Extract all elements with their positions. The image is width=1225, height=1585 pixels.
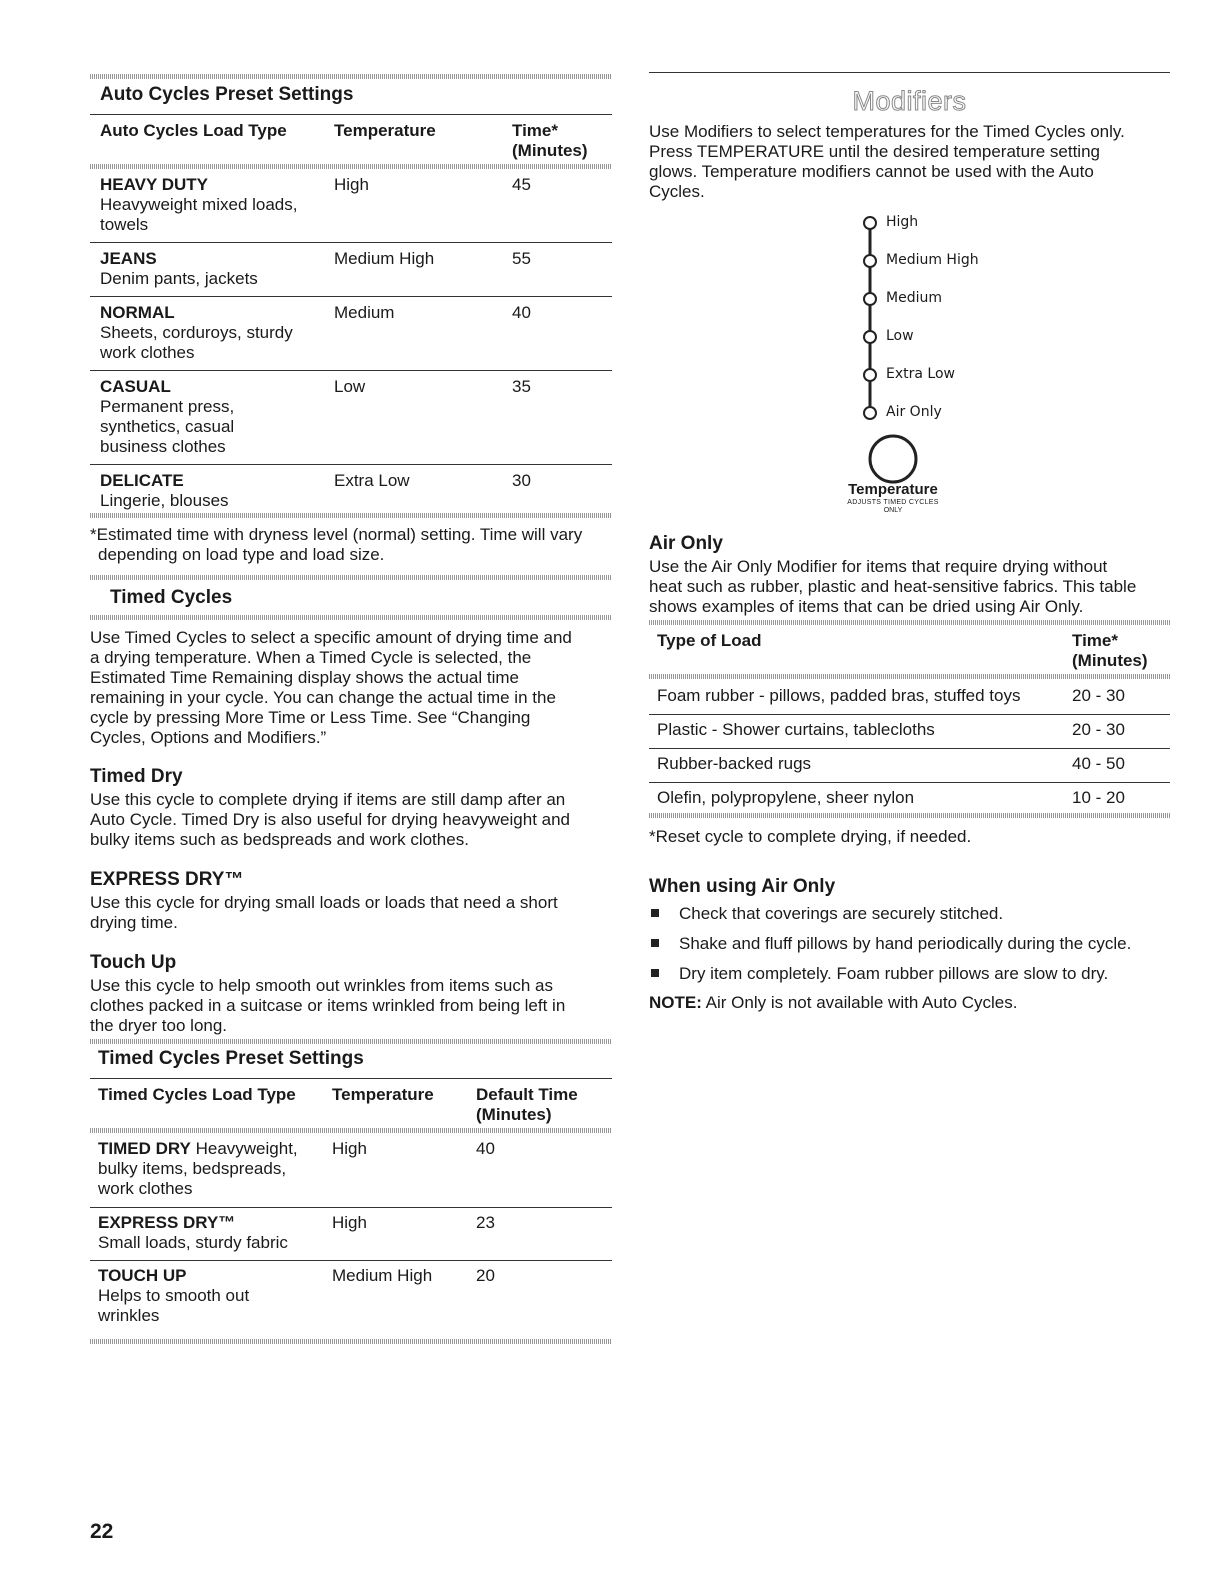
timed-header-temperature: Temperature bbox=[332, 1085, 434, 1104]
row-desc: Permanent press, bbox=[100, 397, 235, 416]
page-number: 22 bbox=[90, 1520, 114, 1543]
row-desc: bulky items, bedspreads, bbox=[98, 1159, 287, 1178]
air-header-minutes: (Minutes) bbox=[1072, 651, 1148, 670]
express-dry-text: Use this cycle for drying small loads or loads that need a short drying time. bbox=[90, 893, 558, 932]
row-time: 35 bbox=[512, 377, 531, 396]
row-desc: Heavyweight mixed loads, bbox=[100, 195, 298, 214]
row-time: 40 bbox=[512, 303, 531, 322]
row-load-type: CASUAL bbox=[100, 377, 171, 396]
temperature-setting-high: High bbox=[886, 214, 919, 230]
air-only-note: NOTE: Air Only is not available with Auto Cycles. bbox=[649, 993, 1018, 1012]
timed-table-title: Timed Cycles Preset Settings bbox=[98, 1048, 364, 1069]
row-load: Plastic - Shower curtains, tablecloths bbox=[657, 720, 935, 739]
row-load-type: DELICATE bbox=[100, 471, 184, 490]
express-dry-heading: EXPRESS DRY™ bbox=[90, 869, 244, 890]
row-time: 23 bbox=[476, 1213, 495, 1232]
bullet-icon bbox=[651, 909, 659, 917]
timed-dry-heading: Timed Dry bbox=[90, 766, 183, 787]
row-desc: towels bbox=[100, 215, 149, 234]
row-load-type: HEAVY DUTY bbox=[100, 175, 209, 194]
auto-table-title: Auto Cycles Preset Settings bbox=[100, 84, 354, 105]
row-load-type: NORMAL bbox=[100, 303, 175, 322]
list-item: Check that coverings are securely stitched. bbox=[651, 904, 1003, 924]
air-header-time: Time* bbox=[1072, 631, 1118, 650]
air-header-type-of-load: Type of Load bbox=[657, 631, 762, 650]
row-time: 20 - 30 bbox=[1072, 686, 1125, 705]
auto-header-load-type: Auto Cycles Load Type bbox=[100, 121, 287, 140]
temperature-setting-medium-high: Medium High bbox=[886, 252, 979, 268]
temperature-setting-medium: Medium bbox=[886, 290, 942, 306]
row-time: 45 bbox=[512, 175, 531, 194]
row-time: 40 - 50 bbox=[1072, 754, 1125, 773]
air-only-heading: Air Only bbox=[649, 533, 723, 554]
list-item: Dry item completely. Foam rubber pillows are slow to dry. bbox=[651, 964, 1108, 984]
row-temperature: Medium bbox=[334, 303, 395, 322]
when-using-heading: When using Air Only bbox=[649, 876, 836, 897]
bullet-icon bbox=[651, 939, 659, 947]
temperature-setting-extra-low: Extra Low bbox=[886, 366, 955, 382]
row-temperature: High bbox=[332, 1139, 367, 1158]
modifiers-title: Modifiers bbox=[852, 86, 967, 116]
row-desc: work clothes bbox=[100, 343, 195, 362]
row-desc: Sheets, corduroys, sturdy bbox=[100, 323, 293, 342]
row-desc: business clothes bbox=[100, 437, 226, 456]
auto-table-footnote: *Estimated time with dryness level (normal) setting. Time will vary bbox=[90, 525, 583, 544]
timed-cycles-paragraph: Use Timed Cycles to select a specific amount of drying time and a drying temperature. When a Timed Cycle is selected, the Estimated Time Remaining display shows the actual time remaining in your cycle. You can change the actual time in the cycle by pressing More Time or Less Time. See “Changing Cycles, Options and Modifiers.” bbox=[90, 628, 572, 747]
row-desc: Lingerie, blouses bbox=[100, 491, 229, 510]
timed-header-load-type: Timed Cycles Load Type bbox=[98, 1085, 296, 1104]
row-load-type: TOUCH UP bbox=[98, 1266, 187, 1285]
row-time: 30 bbox=[512, 471, 531, 490]
row-time: 10 - 20 bbox=[1072, 788, 1125, 807]
row-temperature: High bbox=[334, 175, 369, 194]
row-temperature: Low bbox=[334, 377, 366, 396]
row-desc: Small loads, sturdy fabric bbox=[98, 1233, 288, 1252]
timed-dry-text: Use this cycle to complete drying if items are still damp after an Auto Cycle. Timed Dry is also useful for drying heavyweight and bulky items such as bedspreads and work clothes. bbox=[90, 790, 571, 849]
bullet-icon bbox=[651, 969, 659, 977]
row-temperature: Extra Low bbox=[334, 471, 410, 490]
auto-header-temperature: Temperature bbox=[334, 121, 436, 140]
timed-cycles-title: Timed Cycles bbox=[110, 587, 233, 608]
timed-header-minutes: (Minutes) bbox=[476, 1105, 552, 1124]
modifiers-paragraph: Use Modifiers to select temperatures for the Timed Cycles only. Press TEMPERATURE until the desired temperature setting glows. Temperature modifiers cannot be used with the Auto Cycles. bbox=[649, 122, 1125, 201]
row-desc: work clothes bbox=[98, 1179, 193, 1198]
row-load: Rubber-backed rugs bbox=[657, 754, 812, 773]
temperature-setting-air-only: Air Only bbox=[886, 404, 942, 420]
row-desc: Denim pants, jackets bbox=[100, 269, 258, 288]
temperature-button-icon bbox=[866, 432, 920, 486]
row-desc: Helps to smooth out bbox=[98, 1286, 250, 1305]
timed-header-default-time: Default Time bbox=[476, 1085, 578, 1104]
auto-header-minutes: (Minutes) bbox=[512, 141, 588, 160]
row-load: Foam rubber - pillows, padded bras, stuffed toys bbox=[657, 686, 1021, 705]
row-load-type: JEANS bbox=[100, 249, 157, 268]
list-item: Shake and fluff pillows by hand periodically during the cycle. bbox=[651, 934, 1131, 954]
row-time: 20 bbox=[476, 1266, 495, 1285]
temperature-led-column bbox=[860, 213, 880, 423]
auto-table-footnote-cont: depending on load type and load size. bbox=[98, 545, 385, 564]
row-load: Olefin, polypropylene, sheer nylon bbox=[657, 788, 915, 807]
air-only-footnote: *Reset cycle to complete drying, if needed. bbox=[649, 827, 972, 846]
row-temperature: Medium High bbox=[332, 1266, 433, 1285]
temperature-setting-low: Low bbox=[886, 328, 914, 344]
row-load-type: EXPRESS DRY™ bbox=[98, 1213, 236, 1232]
row-temperature: High bbox=[332, 1213, 367, 1232]
row-time: 20 - 30 bbox=[1072, 720, 1125, 739]
row-temperature: Medium High bbox=[334, 249, 435, 268]
row-time: 55 bbox=[512, 249, 531, 268]
air-only-paragraph: Use the Air Only Modifier for items that require drying without heat such as rubber, plastic and heat-sensitive fabrics. This table shows examples of items that can be dried using Air Only. bbox=[649, 557, 1137, 616]
row-load-type: TIMED DRY Heavyweight, bbox=[98, 1139, 298, 1158]
auto-header-time: Time* bbox=[512, 121, 558, 140]
touch-up-heading: Touch Up bbox=[90, 952, 177, 973]
touch-up-text: Use this cycle to help smooth out wrinkles from items such as clothes packed in a suitcase or items wrinkled from being left in the dryer too long. bbox=[90, 976, 566, 1035]
row-time: 40 bbox=[476, 1139, 495, 1158]
temperature-button-sublabel: ONLY bbox=[883, 507, 903, 514]
temperature-button-label: Temperature bbox=[848, 481, 938, 498]
temperature-button-sublabel: ADJUSTS TIMED CYCLES bbox=[847, 499, 939, 506]
row-desc: synthetics, casual bbox=[100, 417, 235, 436]
row-desc: wrinkles bbox=[98, 1306, 160, 1325]
